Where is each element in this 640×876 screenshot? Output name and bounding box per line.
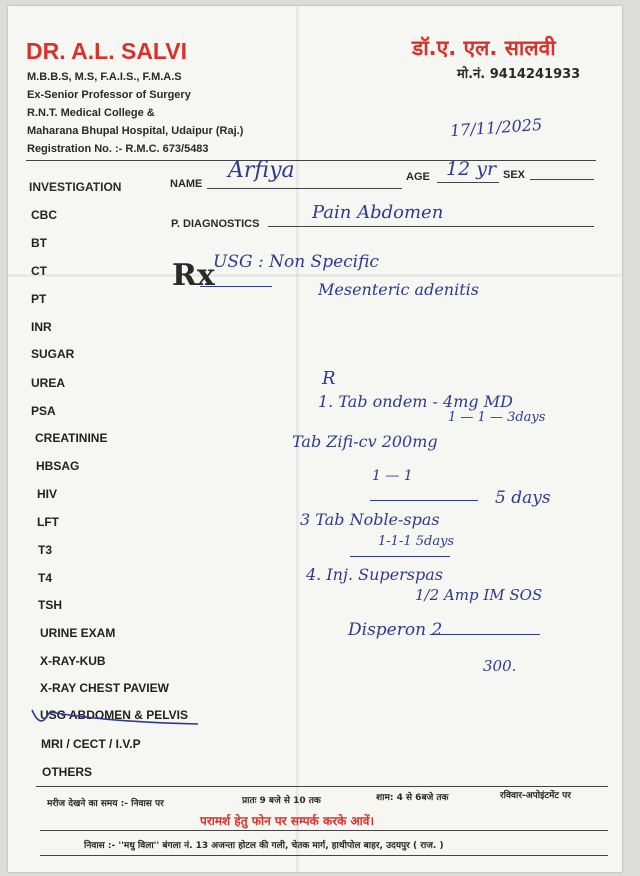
designation: Ex-Senior Professor of Surgery xyxy=(27,89,191,101)
rx-line-5: 5 days xyxy=(495,488,551,508)
rx-line-2: 1 — 1 — 3days xyxy=(448,410,546,425)
investigation-item-t3: T3 xyxy=(38,543,53,557)
sex-line xyxy=(530,179,594,180)
rx-line-6: 3 Tab Noble-spas xyxy=(300,510,440,529)
sex-label: SEX xyxy=(503,169,526,181)
investigation-item-usg: USG ABDOMEN & PELVIS xyxy=(40,708,189,722)
rx-line-11: 300. xyxy=(483,657,517,675)
investigation-heading: INVESTIGATION xyxy=(29,180,122,194)
rx-line-1: 1. Tab ondem - 4mg MD xyxy=(318,392,513,411)
rx-usg-line-2: Mesenteric adenitis xyxy=(318,280,479,299)
diagnostics-line xyxy=(268,226,594,227)
hospital: Maharana Bhupal Hospital, Udaipur (Raj.) xyxy=(27,125,244,137)
rx-mark: R xyxy=(322,368,336,389)
investigation-item-t4: T4 xyxy=(38,571,53,585)
investigation-item-inr: INR xyxy=(31,320,52,334)
rx-line-9: 1/2 Amp IM SOS xyxy=(415,586,543,604)
residence-address: निवास :- ''मधु विला'' बंगला नं. 13 अजन्ता होटल की गली, चेतक मार्ग, हाथीपोल बाहर, उदयपुर ( राज. ) xyxy=(84,841,444,851)
visiting-time-label: मरीज देखने का समय :- निवास पर xyxy=(47,799,164,809)
mobile-number: मो.नं. 9414241933 xyxy=(457,67,581,82)
investigation-item-xray-chest: X-RAY CHEST PAVIEW xyxy=(40,681,169,695)
investigation-item-hbsag: HBSAG xyxy=(36,459,80,473)
investigation-item-psa: PSA xyxy=(31,404,56,418)
usg-underline xyxy=(200,286,272,287)
age-label: AGE xyxy=(406,171,430,183)
dose-underline-3 xyxy=(430,634,540,635)
rx-usg-line-1: USG : Non Specific xyxy=(213,252,379,272)
name-label: NAME xyxy=(170,178,203,190)
rx-symbol: Rx xyxy=(172,258,215,293)
investigation-item-mri: MRI / CECT / I.V.P xyxy=(41,737,141,751)
header-divider xyxy=(26,160,596,161)
footer-divider-mid xyxy=(40,830,608,831)
investigation-item-ct: CT xyxy=(31,264,47,278)
rx-line-10: Disperon 2 xyxy=(348,620,443,640)
usg-tick-mark xyxy=(28,704,208,728)
investigation-item-urine-exam: URINE EXAM xyxy=(40,626,116,640)
investigation-item-pt: PT xyxy=(31,292,47,306)
dose-underline xyxy=(370,500,478,501)
investigation-item-cbc: CBC xyxy=(31,208,57,222)
diagnostics-label: P. DIAGNOSTICS xyxy=(171,218,260,230)
investigation-item-urea: UREA xyxy=(31,376,66,390)
investigation-item-xray-kub: X-RAY-KUB xyxy=(40,654,106,668)
patient-age: 12 yr xyxy=(446,158,497,180)
diagnosis-handwritten: Pain Abdomen xyxy=(312,202,444,223)
doctor-name-hindi: डॉ.ए. एल. सालवी xyxy=(412,36,556,60)
rx-line-7: 1-1-1 5days xyxy=(378,534,455,549)
name-line xyxy=(207,188,402,189)
investigation-item-sugar: SUGAR xyxy=(31,347,75,361)
rx-line-4: 1 — 1 xyxy=(372,468,413,484)
footer-divider-top xyxy=(36,786,608,787)
investigation-item-bt: BT xyxy=(31,236,47,250)
college: R.N.T. Medical College & xyxy=(27,107,155,119)
age-line xyxy=(437,182,499,183)
date-handwritten: 17/11/2025 xyxy=(449,114,543,141)
qualification: M.B.B.S, M.S, F.A.I.S., F.M.A.S xyxy=(27,71,182,83)
morning-time: प्रातः 9 बजे से 10 तक xyxy=(242,796,321,806)
investigation-item-others: OTHERS xyxy=(42,765,93,779)
paper-fold xyxy=(8,274,622,277)
patient-name: Arfiya xyxy=(228,158,295,183)
investigation-item-tsh: TSH xyxy=(38,598,62,612)
rx-line-8: 4. Inj. Superspas xyxy=(306,565,443,584)
investigation-item-hiv: HIV xyxy=(37,487,58,501)
investigation-item-creatinine: CREATININE xyxy=(35,431,108,445)
doctor-name: DR. A.L. SALVI xyxy=(26,38,187,64)
registration-number: Registration No. :- R.M.C. 673/5483 xyxy=(27,143,209,155)
dose-underline-2 xyxy=(350,556,450,557)
investigation-item-lft: LFT xyxy=(37,515,59,529)
consult-note: परामर्श हेतु फोन पर सम्पर्क करके आवें। xyxy=(200,814,374,828)
rx-line-3: Tab Zifi-cv 200mg xyxy=(292,432,438,451)
footer-divider-bottom xyxy=(40,855,608,856)
sunday-appointment: रविवार-अपोइंटमेंट पर xyxy=(500,791,571,801)
evening-time: शाम: 4 से 6बजे तक xyxy=(376,793,449,803)
